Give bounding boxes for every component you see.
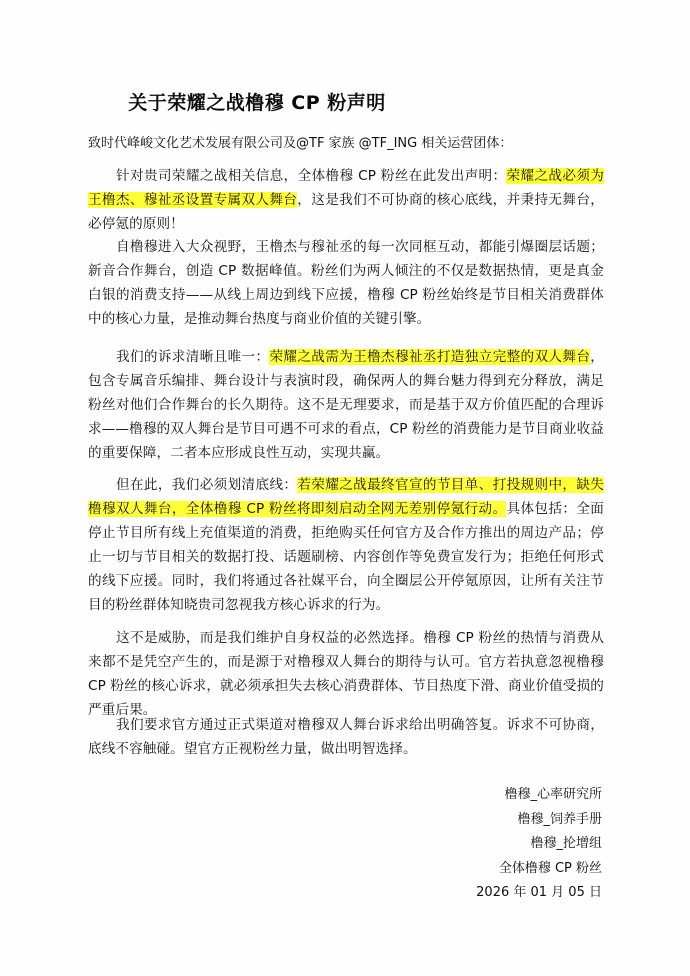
paragraph-5 [88,626,604,722]
paragraph-2 [88,235,604,331]
signature-line: 橹穆_饲养手册 [517,811,602,827]
highlighted-text: 若荣耀之战最终官宣的节目单、打投规则中，缺失橹穆双人舞台，全体橹穆 CP 粉丝将即刻启动全网无差别停氪行动。 [88,477,604,517]
highlighted-text: 荣耀之战需为王橹杰穆祉丞打造独立完整的双人舞台 [269,349,591,365]
paragraph-text: 但在此，我们必须划清底线： [116,477,298,493]
paragraph-4 [88,473,604,617]
paragraph-text: 具体包括：全面停止节目所有线上充值渠道的消费，拒绝购买任何官方及合作方推出的周边产品；停止一切与节目相关的数据打投、话题刷榜、内容创作等免费宣发行为；拒绝任何形式的线下应援。同时，我们将通过各社媒平台，向全圈层公开停氪原因，让所有关注节目的粉丝群体知晓贵司忽视我方核心诉求的行为。 [88,501,605,613]
paragraph-text: 这不是威胁，而是我们维护自身权益的必然选择。橹穆 CP 粉丝的热情与消费从来都不是凭空产生的，而是源于对橹穆双人舞台的期待与认可。官方若执意忽视橹穆 CP 粉丝的核心诉求，就必须承担失去核心消费群体、节目热度下滑、商业价值受损的严重后果。 [88,630,604,718]
signature-line: 橹穆_心率研究所 [504,787,602,802]
paragraph-6 [88,713,604,761]
paragraph-text: 我们要求官方通过正式渠道对橹穆双人舞台诉求给出明确答复。诉求不可协商，底线不容触碰。望官方正视粉丝力量，做出明智选择。 [88,717,604,757]
signature-line: 橹穆_抡增组 [530,836,602,851]
signature-line: 全体橹穆 CP 粉丝 [498,860,602,876]
paragraph-1 [88,164,604,236]
paragraph-text: ，包含专属音乐编排、舞台设计与表演时段，确保两人的舞台魅力得到充分释放，满足粉丝对他们合作舞台的长久期待。这不是无理要求，而是基于双方价值匹配的合理诉求——橹穆的双人舞台是节目可遇不可求的看点，CP 粉丝的消费能力是节目商业收益的重要保障，二者本应形成良性互动，实现共赢。 [88,349,604,461]
signature-block [476,783,602,906]
document-title: 关于荣耀之战橹穆 CP 粉声明 [128,92,386,114]
salutation: 致时代峰峻文化艺术发展有限公司及@TF 家族 @TF_ING 相关运营团体： [88,136,513,151]
paragraph-text: ，这是我们不可协商的核心底线，并秉持无舞台，必停氪的原则！ [88,192,604,232]
signature-date: 2026 年 01 月 05 日 [476,885,602,900]
paragraph-text: 我们的诉求清晰且唯一： [116,349,270,365]
paragraph-text: 针对贵司荣耀之战相关信息，全体橹穆 CP 粉丝在此发出声明： [116,168,507,184]
paragraph-text: 自橹穆进入大众视野，王橹杰与穆祉丞的每一次同框互动，都能引爆圈层话题；新音合作舞台，创造 CP 数据峰值。粉丝们为两人倾注的不仅是数据热情，更是真金白银的消费支持——从线上周边到线下应援，橹穆 CP 粉丝始终是节目相关消费群体中的核心力量，是推动舞台热度与商业价值的关键引擎。 [88,239,604,327]
paragraph-3 [88,345,604,465]
highlighted-text: 荣耀之战必须为王橹杰、穆祉丞设置专属双人舞台 [88,168,604,208]
